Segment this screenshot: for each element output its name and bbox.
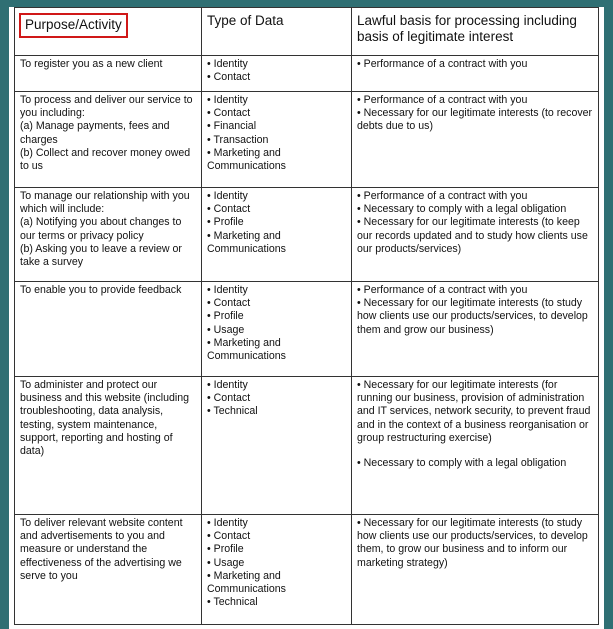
table-row <box>15 188 599 282</box>
data-type-cell: • Identity • Contact • Profile • Usage • Marketing and Communications • Technical <box>202 515 352 625</box>
header-purpose <box>15 8 202 56</box>
lawful-basis-cell: • Performance of a contract with you • Necessary to comply with a legal obligation • Necessary for our legitimate interests (to keep our records updated and to study how clients use our products/services) <box>352 188 599 282</box>
purpose-cell: To manage our relationship with you which will include: (a) Notifying you about changes to our terms or privacy policy (b) Asking you to leave a review or take a survey <box>15 188 202 282</box>
header-lawful-basis: Lawful basis for processing including basis of legitimate interest <box>352 8 599 56</box>
data-type-cell: • Identity • Contact <box>202 56 352 92</box>
lawful-basis-cell: • Necessary for our legitimate interests (to study how clients use our products/services, to develop them, to grow our business and to inform our marketing strategy) <box>352 515 599 625</box>
frame-border-right <box>604 0 613 629</box>
purpose-cell: To enable you to provide feedback <box>15 282 202 377</box>
lawful-basis-cell: • Performance of a contract with you <box>352 56 599 92</box>
header-type-of-data: Type of Data <box>202 8 352 56</box>
table-header-row <box>15 8 599 56</box>
table-row <box>15 515 599 625</box>
lawful-basis-cell: • Performance of a contract with you • Necessary for our legitimate interests (to study how clients use our products/services, to develop them and grow our business) <box>352 282 599 377</box>
table-row <box>15 377 599 515</box>
data-type-cell: • Identity • Contact • Financial • Transaction • Marketing and Communications <box>202 92 352 188</box>
purpose-cell: To deliver relevant website content and advertisements to you and measure or understand the effectiveness of the advertising we serve to you <box>15 515 202 625</box>
frame-border-top <box>0 0 613 7</box>
data-type-cell: • Identity • Contact • Technical <box>202 377 352 515</box>
lawful-basis-table <box>14 7 599 625</box>
table-row <box>15 92 599 188</box>
data-type-cell: • Identity • Contact • Profile • Usage • Marketing and Communications <box>202 282 352 377</box>
purpose-cell: To administer and protect our business and this website (including troubleshooting, data analysis, testing, system maintenance, support, reporting and hosting of data) <box>15 377 202 515</box>
lawful-basis-cell: • Necessary for our legitimate interests (for running our business, provision of administration and IT services, network security, to prevent fraud and in the context of a business reorganisation or group restructuring exercise) • Necessary to comply with a legal obligation <box>352 377 599 515</box>
table-row <box>15 282 599 377</box>
purpose-cell: To process and deliver our service to you including: (a) Manage payments, fees and charges (b) Collect and recover money owed to us <box>15 92 202 188</box>
frame-border-left <box>0 0 9 629</box>
lawful-basis-cell: • Performance of a contract with you • Necessary for our legitimate interests (to recover debts due to us) <box>352 92 599 188</box>
data-type-cell: • Identity • Contact • Profile • Marketing and Communications <box>202 188 352 282</box>
purpose-cell: To register you as a new client <box>15 56 202 92</box>
highlighted-header-label: Purpose/Activity <box>19 13 128 38</box>
table-row <box>15 56 599 92</box>
